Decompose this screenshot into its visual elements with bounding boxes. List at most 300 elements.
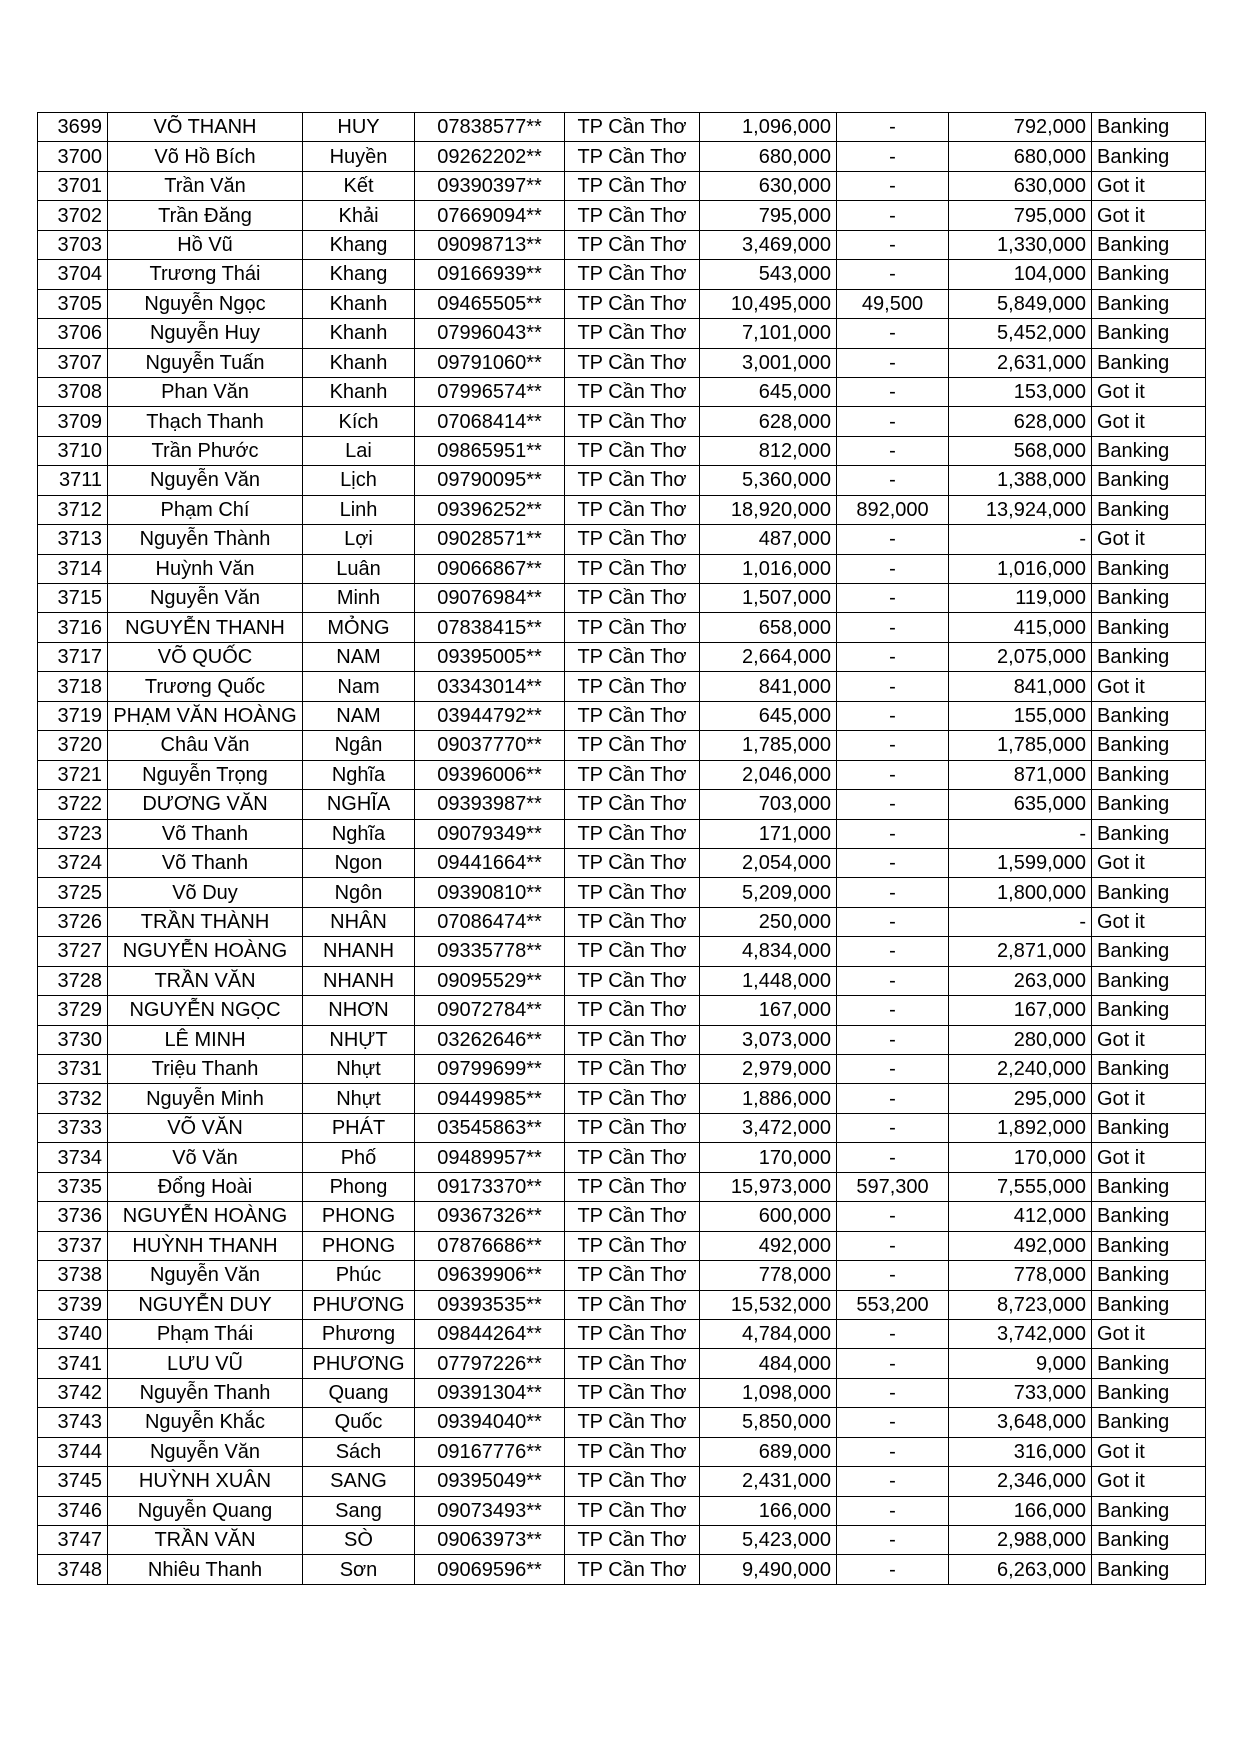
payout-table	[37, 112, 1206, 1585]
city-cell: TP Cần Thơ	[565, 201, 700, 230]
paid-cell: 1,599,000	[949, 848, 1092, 877]
city-cell: TP Cần Thơ	[565, 1526, 700, 1555]
city-cell: TP Cần Thơ	[565, 819, 700, 848]
name-cell: Lai	[303, 436, 415, 465]
table-body	[38, 113, 1206, 1585]
status-cell: Got it	[1092, 907, 1206, 936]
phone-cell: 03262646**	[415, 1025, 565, 1054]
status-cell: Banking	[1092, 495, 1206, 524]
row-number-cell: 3744	[38, 1437, 108, 1466]
deduction-cell: -	[837, 848, 949, 877]
table-row	[38, 1526, 1206, 1555]
table-row	[38, 407, 1206, 436]
paid-cell: -	[949, 525, 1092, 554]
paid-cell: 1,388,000	[949, 466, 1092, 495]
paid-cell: -	[949, 819, 1092, 848]
row-number-cell: 3710	[38, 436, 108, 465]
name-cell: PHONG	[303, 1202, 415, 1231]
table-row	[38, 1113, 1206, 1142]
amount-cell: 543,000	[700, 260, 837, 289]
amount-cell: 1,886,000	[700, 1084, 837, 1113]
table-row	[38, 848, 1206, 877]
table-row	[38, 642, 1206, 671]
name-cell: NHÂN	[303, 907, 415, 936]
row-number-cell: 3742	[38, 1378, 108, 1407]
given-name-cell: Trương Thái	[108, 260, 303, 289]
name-cell: PHƯƠNG	[303, 1349, 415, 1378]
amount-cell: 778,000	[700, 1261, 837, 1290]
city-cell: TP Cần Thơ	[565, 348, 700, 377]
table-row	[38, 436, 1206, 465]
row-number-cell: 3743	[38, 1408, 108, 1437]
amount-cell: 1,785,000	[700, 731, 837, 760]
paid-cell: 680,000	[949, 142, 1092, 171]
city-cell: TP Cần Thơ	[565, 407, 700, 436]
amount-cell: 841,000	[700, 672, 837, 701]
city-cell: TP Cần Thơ	[565, 142, 700, 171]
given-name-cell: NGUYỄN DUY	[108, 1290, 303, 1319]
given-name-cell: Nguyễn Ngọc	[108, 289, 303, 318]
paid-cell: 263,000	[949, 966, 1092, 995]
name-cell: Phố	[303, 1143, 415, 1172]
amount-cell: 812,000	[700, 436, 837, 465]
city-cell: TP Cần Thơ	[565, 230, 700, 259]
given-name-cell: Châu Văn	[108, 731, 303, 760]
name-cell: Lợi	[303, 525, 415, 554]
row-number-cell: 3716	[38, 613, 108, 642]
city-cell: TP Cần Thơ	[565, 937, 700, 966]
deduction-cell: -	[837, 201, 949, 230]
city-cell: TP Cần Thơ	[565, 907, 700, 936]
name-cell: NHỰT	[303, 1025, 415, 1054]
deduction-cell: -	[837, 171, 949, 200]
phone-cell: 09063973**	[415, 1526, 565, 1555]
deduction-cell: -	[837, 1319, 949, 1348]
given-name-cell: Nguyễn Khắc	[108, 1408, 303, 1437]
city-cell: TP Cần Thơ	[565, 495, 700, 524]
deduction-cell: -	[837, 996, 949, 1025]
amount-cell: 15,973,000	[700, 1172, 837, 1201]
deduction-cell: -	[837, 731, 949, 760]
deduction-cell: -	[837, 907, 949, 936]
deduction-cell: -	[837, 113, 949, 142]
deduction-cell: -	[837, 142, 949, 171]
name-cell: Nam	[303, 672, 415, 701]
given-name-cell: NGUYỄN THANH	[108, 613, 303, 642]
deduction-cell: -	[837, 1025, 949, 1054]
phone-cell: 09393987**	[415, 790, 565, 819]
table-row	[38, 348, 1206, 377]
name-cell: NHƠN	[303, 996, 415, 1025]
table-row	[38, 937, 1206, 966]
table-row	[38, 672, 1206, 701]
given-name-cell: HUỲNH THANH	[108, 1231, 303, 1260]
table-row	[38, 495, 1206, 524]
deduction-cell: -	[837, 525, 949, 554]
status-cell: Got it	[1092, 1437, 1206, 1466]
city-cell: TP Cần Thơ	[565, 1172, 700, 1201]
name-cell: Sang	[303, 1496, 415, 1525]
status-cell: Banking	[1092, 878, 1206, 907]
status-cell: Got it	[1092, 201, 1206, 230]
amount-cell: 645,000	[700, 701, 837, 730]
city-cell: TP Cần Thơ	[565, 319, 700, 348]
given-name-cell: HUỲNH XUÂN	[108, 1467, 303, 1496]
paid-cell: 492,000	[949, 1231, 1092, 1260]
row-number-cell: 3723	[38, 819, 108, 848]
city-cell: TP Cần Thơ	[565, 260, 700, 289]
status-cell: Got it	[1092, 377, 1206, 406]
row-number-cell: 3724	[38, 848, 108, 877]
deduction-cell: -	[837, 1496, 949, 1525]
row-number-cell: 3712	[38, 495, 108, 524]
city-cell: TP Cần Thơ	[565, 672, 700, 701]
row-number-cell: 3735	[38, 1172, 108, 1201]
name-cell: NHANH	[303, 966, 415, 995]
row-number-cell: 3726	[38, 907, 108, 936]
name-cell: Nhựt	[303, 1084, 415, 1113]
given-name-cell: Nguyễn Văn	[108, 1261, 303, 1290]
row-number-cell: 3709	[38, 407, 108, 436]
row-number-cell: 3748	[38, 1555, 108, 1584]
city-cell: TP Cần Thơ	[565, 584, 700, 613]
table-row	[38, 230, 1206, 259]
phone-cell: 09073493**	[415, 1496, 565, 1525]
paid-cell: 104,000	[949, 260, 1092, 289]
table-row	[38, 113, 1206, 142]
given-name-cell: VÕ QUỐC	[108, 642, 303, 671]
name-cell: Khang	[303, 230, 415, 259]
name-cell: Khanh	[303, 289, 415, 318]
amount-cell: 4,784,000	[700, 1319, 837, 1348]
amount-cell: 1,448,000	[700, 966, 837, 995]
status-cell: Got it	[1092, 1319, 1206, 1348]
status-cell: Got it	[1092, 672, 1206, 701]
given-name-cell: Nguyễn Văn	[108, 1437, 303, 1466]
amount-cell: 1,098,000	[700, 1378, 837, 1407]
city-cell: TP Cần Thơ	[565, 642, 700, 671]
amount-cell: 7,101,000	[700, 319, 837, 348]
name-cell: Khanh	[303, 348, 415, 377]
name-cell: HUY	[303, 113, 415, 142]
name-cell: Khải	[303, 201, 415, 230]
city-cell: TP Cần Thơ	[565, 848, 700, 877]
deduction-cell: -	[837, 790, 949, 819]
status-cell: Got it	[1092, 1143, 1206, 1172]
deduction-cell: -	[837, 407, 949, 436]
amount-cell: 18,920,000	[700, 495, 837, 524]
city-cell: TP Cần Thơ	[565, 1084, 700, 1113]
row-number-cell: 3704	[38, 260, 108, 289]
amount-cell: 680,000	[700, 142, 837, 171]
amount-cell: 5,423,000	[700, 1526, 837, 1555]
deduction-cell: 892,000	[837, 495, 949, 524]
row-number-cell: 3725	[38, 878, 108, 907]
status-cell: Banking	[1092, 1113, 1206, 1142]
amount-cell: 2,431,000	[700, 1467, 837, 1496]
table-row	[38, 260, 1206, 289]
row-number-cell: 3734	[38, 1143, 108, 1172]
name-cell: PHƯƠNG	[303, 1290, 415, 1319]
given-name-cell: LƯU VŨ	[108, 1349, 303, 1378]
paid-cell: 2,871,000	[949, 937, 1092, 966]
deduction-cell: -	[837, 1437, 949, 1466]
city-cell: TP Cần Thơ	[565, 966, 700, 995]
deduction-cell: -	[837, 1408, 949, 1437]
city-cell: TP Cần Thơ	[565, 525, 700, 554]
phone-cell: 07838415**	[415, 613, 565, 642]
given-name-cell: Võ Hồ Bích	[108, 142, 303, 171]
city-cell: TP Cần Thơ	[565, 1467, 700, 1496]
phone-cell: 09390397**	[415, 171, 565, 200]
deduction-cell: -	[837, 1349, 949, 1378]
paid-cell: 119,000	[949, 584, 1092, 613]
name-cell: PHONG	[303, 1231, 415, 1260]
given-name-cell: Trần Phước	[108, 436, 303, 465]
name-cell: Nhựt	[303, 1055, 415, 1084]
row-number-cell: 3746	[38, 1496, 108, 1525]
phone-cell: 09790095**	[415, 466, 565, 495]
given-name-cell: TRẦN VĂN	[108, 1526, 303, 1555]
status-cell: Banking	[1092, 230, 1206, 259]
paid-cell: 316,000	[949, 1437, 1092, 1466]
row-number-cell: 3731	[38, 1055, 108, 1084]
amount-cell: 10,495,000	[700, 289, 837, 318]
name-cell: Phương	[303, 1319, 415, 1348]
name-cell: SÒ	[303, 1526, 415, 1555]
amount-cell: 4,834,000	[700, 937, 837, 966]
amount-cell: 1,016,000	[700, 554, 837, 583]
deduction-cell: -	[837, 642, 949, 671]
city-cell: TP Cần Thơ	[565, 760, 700, 789]
row-number-cell: 3719	[38, 701, 108, 730]
given-name-cell: NGUYỄN HOÀNG	[108, 1202, 303, 1231]
amount-cell: 658,000	[700, 613, 837, 642]
amount-cell: 170,000	[700, 1143, 837, 1172]
phone-cell: 09799699**	[415, 1055, 565, 1084]
row-number-cell: 3737	[38, 1231, 108, 1260]
status-cell: Banking	[1092, 289, 1206, 318]
status-cell: Banking	[1092, 1349, 1206, 1378]
phone-cell: 09173370**	[415, 1172, 565, 1201]
amount-cell: 1,507,000	[700, 584, 837, 613]
amount-cell: 9,490,000	[700, 1555, 837, 1584]
paid-cell: 167,000	[949, 996, 1092, 1025]
phone-cell: 09639906**	[415, 1261, 565, 1290]
row-number-cell: 3718	[38, 672, 108, 701]
given-name-cell: Triệu Thanh	[108, 1055, 303, 1084]
status-cell: Got it	[1092, 1467, 1206, 1496]
phone-cell: 09037770**	[415, 731, 565, 760]
table-row	[38, 760, 1206, 789]
given-name-cell: Võ Thanh	[108, 848, 303, 877]
row-number-cell: 3745	[38, 1467, 108, 1496]
deduction-cell: -	[837, 466, 949, 495]
amount-cell: 2,054,000	[700, 848, 837, 877]
name-cell: NAM	[303, 701, 415, 730]
given-name-cell: DƯƠNG VĂN	[108, 790, 303, 819]
amount-cell: 3,001,000	[700, 348, 837, 377]
phone-cell: 03343014**	[415, 672, 565, 701]
paid-cell: 841,000	[949, 672, 1092, 701]
paid-cell: 170,000	[949, 1143, 1092, 1172]
paid-cell: 9,000	[949, 1349, 1092, 1378]
paid-cell: 2,240,000	[949, 1055, 1092, 1084]
city-cell: TP Cần Thơ	[565, 1231, 700, 1260]
table-row	[38, 1084, 1206, 1113]
phone-cell: 09076984**	[415, 584, 565, 613]
city-cell: TP Cần Thơ	[565, 1202, 700, 1231]
table-row	[38, 996, 1206, 1025]
status-cell: Got it	[1092, 848, 1206, 877]
given-name-cell: Hồ Vũ	[108, 230, 303, 259]
row-number-cell: 3701	[38, 171, 108, 200]
table-row	[38, 790, 1206, 819]
status-cell: Banking	[1092, 1290, 1206, 1319]
phone-cell: 09394040**	[415, 1408, 565, 1437]
paid-cell: 2,075,000	[949, 642, 1092, 671]
table-row	[38, 554, 1206, 583]
row-number-cell: 3722	[38, 790, 108, 819]
phone-cell: 07996043**	[415, 319, 565, 348]
name-cell: NHANH	[303, 937, 415, 966]
name-cell: Nghĩa	[303, 760, 415, 789]
name-cell: Quốc	[303, 1408, 415, 1437]
status-cell: Banking	[1092, 113, 1206, 142]
paid-cell: 415,000	[949, 613, 1092, 642]
deduction-cell: -	[837, 1555, 949, 1584]
phone-cell: 09395049**	[415, 1467, 565, 1496]
deduction-cell: -	[837, 1261, 949, 1290]
paid-cell: 166,000	[949, 1496, 1092, 1525]
city-cell: TP Cần Thơ	[565, 790, 700, 819]
deduction-cell: -	[837, 1113, 949, 1142]
paid-cell: 792,000	[949, 113, 1092, 142]
amount-cell: 3,472,000	[700, 1113, 837, 1142]
table-row	[38, 1025, 1206, 1054]
city-cell: TP Cần Thơ	[565, 1319, 700, 1348]
deduction-cell: -	[837, 554, 949, 583]
city-cell: TP Cần Thơ	[565, 1437, 700, 1466]
status-cell: Banking	[1092, 701, 1206, 730]
status-cell: Banking	[1092, 1261, 1206, 1290]
deduction-cell: -	[837, 1143, 949, 1172]
phone-cell: 09098713**	[415, 230, 565, 259]
row-number-cell: 3706	[38, 319, 108, 348]
phone-cell: 07838577**	[415, 113, 565, 142]
table-row	[38, 142, 1206, 171]
phone-cell: 03944792**	[415, 701, 565, 730]
paid-cell: 412,000	[949, 1202, 1092, 1231]
row-number-cell: 3708	[38, 377, 108, 406]
status-cell: Got it	[1092, 407, 1206, 436]
status-cell: Banking	[1092, 613, 1206, 642]
status-cell: Banking	[1092, 142, 1206, 171]
status-cell: Banking	[1092, 1172, 1206, 1201]
given-name-cell: LÊ MINH	[108, 1025, 303, 1054]
table-row	[38, 1378, 1206, 1407]
phone-cell: 09791060**	[415, 348, 565, 377]
deduction-cell: 553,200	[837, 1290, 949, 1319]
status-cell: Banking	[1092, 996, 1206, 1025]
city-cell: TP Cần Thơ	[565, 436, 700, 465]
table-row	[38, 1261, 1206, 1290]
status-cell: Banking	[1092, 1555, 1206, 1584]
phone-cell: 09095529**	[415, 966, 565, 995]
deduction-cell: -	[837, 1467, 949, 1496]
name-cell: Sách	[303, 1437, 415, 1466]
name-cell: Quang	[303, 1378, 415, 1407]
amount-cell: 628,000	[700, 407, 837, 436]
table-row	[38, 1231, 1206, 1260]
phone-cell: 09166939**	[415, 260, 565, 289]
status-cell: Banking	[1092, 584, 1206, 613]
status-cell: Banking	[1092, 436, 1206, 465]
table-row	[38, 377, 1206, 406]
table-row	[38, 701, 1206, 730]
amount-cell: 795,000	[700, 201, 837, 230]
table-row	[38, 201, 1206, 230]
phone-cell: 09465505**	[415, 289, 565, 318]
deduction-cell: -	[837, 348, 949, 377]
status-cell: Banking	[1092, 1055, 1206, 1084]
paid-cell: 155,000	[949, 701, 1092, 730]
status-cell: Banking	[1092, 1378, 1206, 1407]
status-cell: Banking	[1092, 1231, 1206, 1260]
phone-cell: 09367326**	[415, 1202, 565, 1231]
name-cell: Khang	[303, 260, 415, 289]
status-cell: Banking	[1092, 554, 1206, 583]
name-cell: Khanh	[303, 377, 415, 406]
row-number-cell: 3713	[38, 525, 108, 554]
phone-cell: 09395005**	[415, 642, 565, 671]
deduction-cell: 597,300	[837, 1172, 949, 1201]
deduction-cell: -	[837, 260, 949, 289]
given-name-cell: Nhiêu Thanh	[108, 1555, 303, 1584]
deduction-cell: -	[837, 1526, 949, 1555]
name-cell: Phong	[303, 1172, 415, 1201]
deduction-cell: -	[837, 584, 949, 613]
name-cell: Kích	[303, 407, 415, 436]
deduction-cell: 49,500	[837, 289, 949, 318]
row-number-cell: 3747	[38, 1526, 108, 1555]
given-name-cell: Đổng Hoài	[108, 1172, 303, 1201]
city-cell: TP Cần Thơ	[565, 554, 700, 583]
given-name-cell: VÕ VĂN	[108, 1113, 303, 1142]
deduction-cell: -	[837, 966, 949, 995]
amount-cell: 15,532,000	[700, 1290, 837, 1319]
amount-cell: 492,000	[700, 1231, 837, 1260]
phone-cell: 09396006**	[415, 760, 565, 789]
paid-cell: 3,648,000	[949, 1408, 1092, 1437]
name-cell: Phúc	[303, 1261, 415, 1290]
row-number-cell: 3741	[38, 1349, 108, 1378]
paid-cell: 7,555,000	[949, 1172, 1092, 1201]
city-cell: TP Cần Thơ	[565, 466, 700, 495]
paid-cell: 1,330,000	[949, 230, 1092, 259]
table-row	[38, 525, 1206, 554]
paid-cell: 2,346,000	[949, 1467, 1092, 1496]
city-cell: TP Cần Thơ	[565, 1113, 700, 1142]
row-number-cell: 3733	[38, 1113, 108, 1142]
status-cell: Banking	[1092, 937, 1206, 966]
paid-cell: 5,849,000	[949, 289, 1092, 318]
amount-cell: 2,664,000	[700, 642, 837, 671]
amount-cell: 703,000	[700, 790, 837, 819]
paid-cell: 280,000	[949, 1025, 1092, 1054]
table-row	[38, 731, 1206, 760]
city-cell: TP Cần Thơ	[565, 1408, 700, 1437]
